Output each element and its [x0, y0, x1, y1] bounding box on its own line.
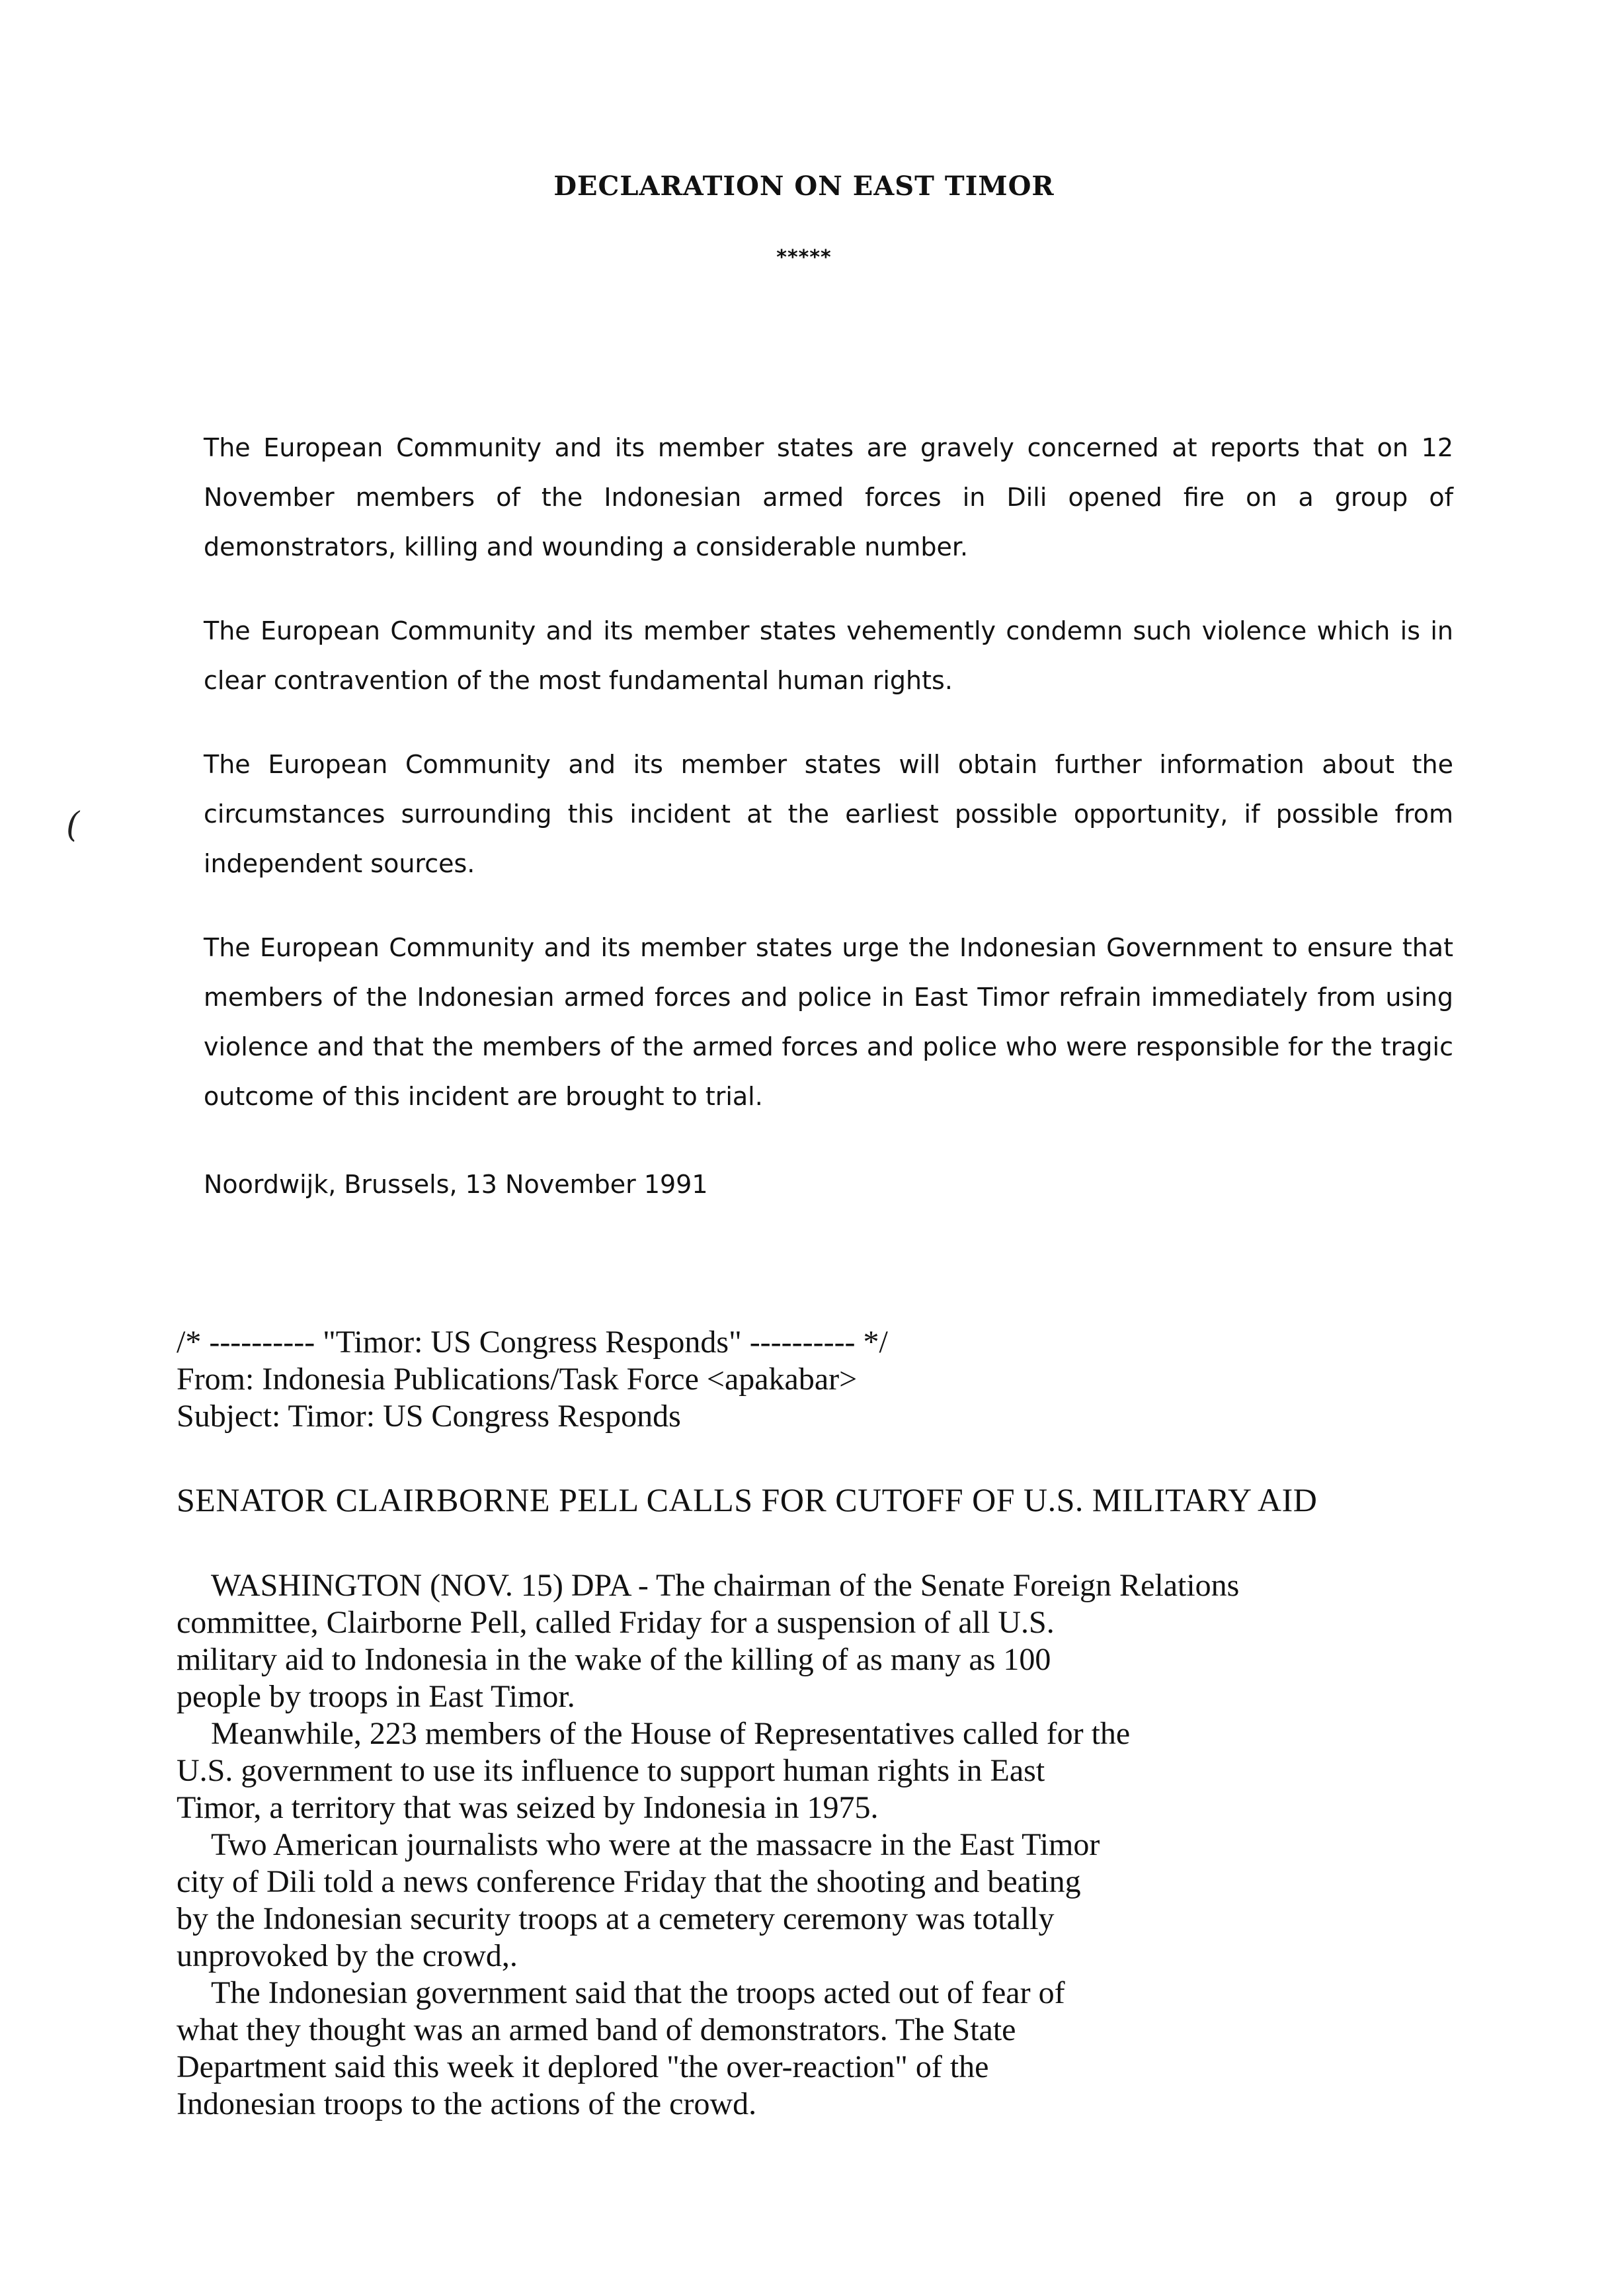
- declaration-paragraph: The European Community and its member states are gravely concerned at reports that on 12 November members of the Indonesian armed forces in Dili opened fire on a group of demonstrators, killing and wounding a considerable number.: [204, 433, 1453, 561]
- message-subject: Subject: Timor: US Congress Responds: [177, 1399, 681, 1434]
- declaration-paragraph: The European Community and its member states vehemently condemn such violence which is in clear contravention of the most fundamental human rights.: [204, 616, 1453, 695]
- news-paragraph: Two American journalists who were at the massacre in the East Timor city of Dili told a news conference Friday that the shooting and beating by the Indonesian security troops at a cemetery ceremony was totally unprovoked by the crowd,.: [177, 1827, 1100, 1973]
- news-paragraph: The Indonesian government said that the troops acted out of fear of what they thought was an armed band of demonstrators. The State Department said this week it deplored "the over-reaction" of the Indonesian troops to the actions of the crowd.: [177, 1975, 1065, 2121]
- declaration-paragraph: The European Community and its member states will obtain further information about the circumstances surrounding this incident at the earliest possible opportunity, if possible from independent sources.: [204, 750, 1453, 878]
- declaration-title: DECLARATION ON EAST TIMOR: [553, 171, 1055, 202]
- message-separator: /* ---------- "Timor: US Congress Responds" ---------- */: [177, 1325, 888, 1360]
- news-paragraph: Meanwhile, 223 members of the House of Representatives called for the U.S. government to use its influence to support human rights in East Timor, a territory that was seized by Indonesia in 1975.: [177, 1716, 1131, 1825]
- handwritten-margin-mark: (: [66, 805, 80, 845]
- news-item: [177, 1324, 1433, 2123]
- declaration-body: [204, 423, 1453, 1210]
- declaration-dateline: Noordwijk, Brussels, 13 November 1991: [204, 1170, 708, 1199]
- news-article: [177, 1567, 1433, 2123]
- news-paragraph: WASHINGTON (NOV. 15) DPA - The chairman of the Senate Foreign Relations committee, Clairborne Pell, called Friday for a suspension of all U.S. military aid to Indonesia in the wake of the killing of as many as 100 people by troops in East Timor.: [177, 1568, 1240, 1714]
- news-headline: SENATOR CLAIRBORNE PELL CALLS FOR CUTOFF OF U.S. MILITARY AID: [177, 1481, 1318, 1518]
- declaration-paragraph: The European Community and its member states urge the Indonesian Government to ensure that members of the Indonesian armed forces and police in East Timor refrain immediately from using violence and that the members of the armed forces and police who were responsible for the tragic outcome of this incident are brought to trial.: [204, 933, 1453, 1111]
- message-from: From: Indonesia Publications/Task Force <apakabar>: [177, 1362, 858, 1397]
- declaration-ornament: *****: [776, 246, 832, 269]
